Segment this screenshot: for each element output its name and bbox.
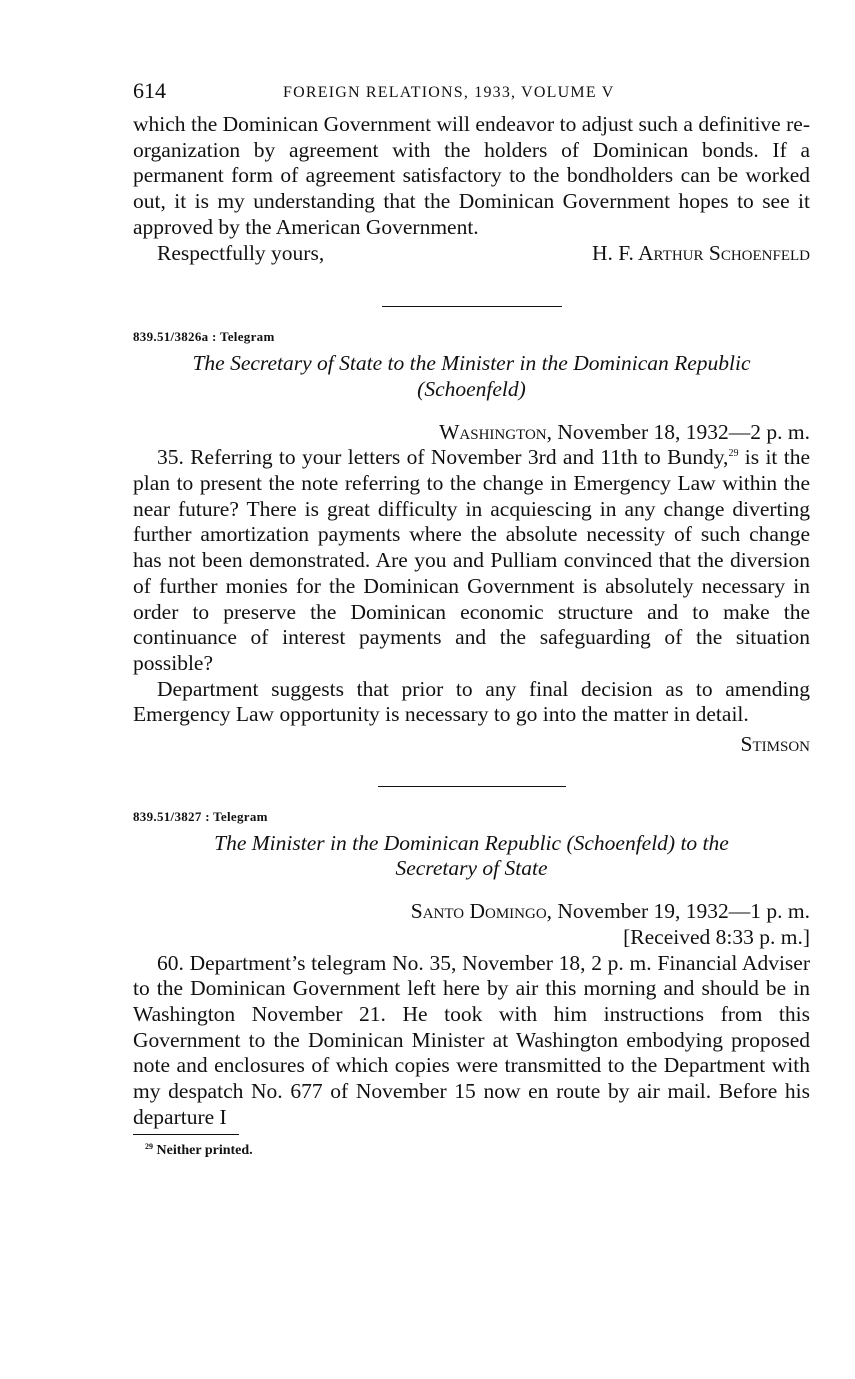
dateline xyxy=(133,420,810,446)
letter-signature: H. F. Arthur Schoenfeld xyxy=(591,240,810,265)
paragraph-text: is it the plan to present the note referring to the change in Emergency Law within the near future? There is great difficulty in acquiescing in any change diverting further amortization payments where the absolute necessity of such change has not been demonstrated. Are you and Pulliam convinced that the diversion of further monies for the Dominican Government is absolutely necessary in order to preserve the Dominican economic structure and to make the continuance of interest payments and the safeguarding of the situation possible? xyxy=(133,445,810,675)
footnote xyxy=(133,1143,810,1159)
running-head-title: FOREIGN RELATIONS, 1933, VOLUME V xyxy=(283,84,615,101)
footnote-reference: 29 xyxy=(728,448,739,460)
page-number: 614 xyxy=(133,78,166,103)
footnote-marker: 29 xyxy=(145,1141,153,1151)
dateline-date: , November 19, 1932—1 p. m. xyxy=(546,899,810,924)
footnote-divider xyxy=(133,1134,239,1135)
heading-line: Secretary of State xyxy=(395,856,548,881)
document-heading xyxy=(133,351,810,402)
running-head xyxy=(133,78,810,108)
dateline-place: Washington xyxy=(439,419,547,444)
paragraph-text: Referring to your letters of November 3rd and 11th to Bundy, xyxy=(183,445,729,470)
dateline xyxy=(133,899,810,925)
telegram-paragraph xyxy=(133,445,810,676)
telegram-paragraph: 60. Department’s telegram No. 35, November 18, 2 p. m. Financial Adviser to the Dominican Government left here by air this morning and should be in Washington November 21. He took with him instructions from this Government to the Dominican Minister at Washington embodying proposed note and enclosures of which copies were transmitted to the Department with my despatch No. 677 of November 15 now en route by air mail. Before his departure I xyxy=(133,950,810,1129)
file-reference: 839.51/3827 : Telegram xyxy=(133,808,268,824)
heading-line: The Secretary of State to the Minister in the Dominican Republic xyxy=(192,351,751,376)
dateline-place: Santo Domingo xyxy=(410,899,547,924)
document-page xyxy=(133,78,810,1159)
file-reference: 839.51/3826a : Telegram xyxy=(133,329,275,345)
received-line: [Received 8:33 p. m.] xyxy=(623,924,810,949)
dateline-date: , November 18, 1932—2 p. m. xyxy=(546,419,810,444)
telegram-signature: Stimson xyxy=(740,732,810,757)
section-divider xyxy=(378,786,566,787)
document-heading xyxy=(133,831,810,882)
heading-line: (Schoenfeld) xyxy=(417,376,526,401)
telegram-paragraph: Department suggests that prior to any final decision as to amending Emergency Law opportunity is necessary to go into the matter in detail. xyxy=(133,676,810,727)
letter-closing-line xyxy=(133,241,810,267)
letter-closing: Respectfully yours, xyxy=(157,240,325,265)
paragraph-number: 35. xyxy=(157,445,184,470)
footnote-text: Neither printed. xyxy=(156,1142,253,1158)
section-divider xyxy=(382,306,562,307)
heading-line: The Minister in the Dominican Republic (Schoenfeld) to the xyxy=(214,830,729,855)
letter-end-paragraph: which the Dominican Government will endeavor to adjust such a definitive re-organization by agreement with the holders of Dominican bonds. If a permanent form of agreement satisfactory to the bondholders can be worked out, it is my understanding that the Dominican Government hopes to see it approved by the American Government. xyxy=(133,112,810,239)
